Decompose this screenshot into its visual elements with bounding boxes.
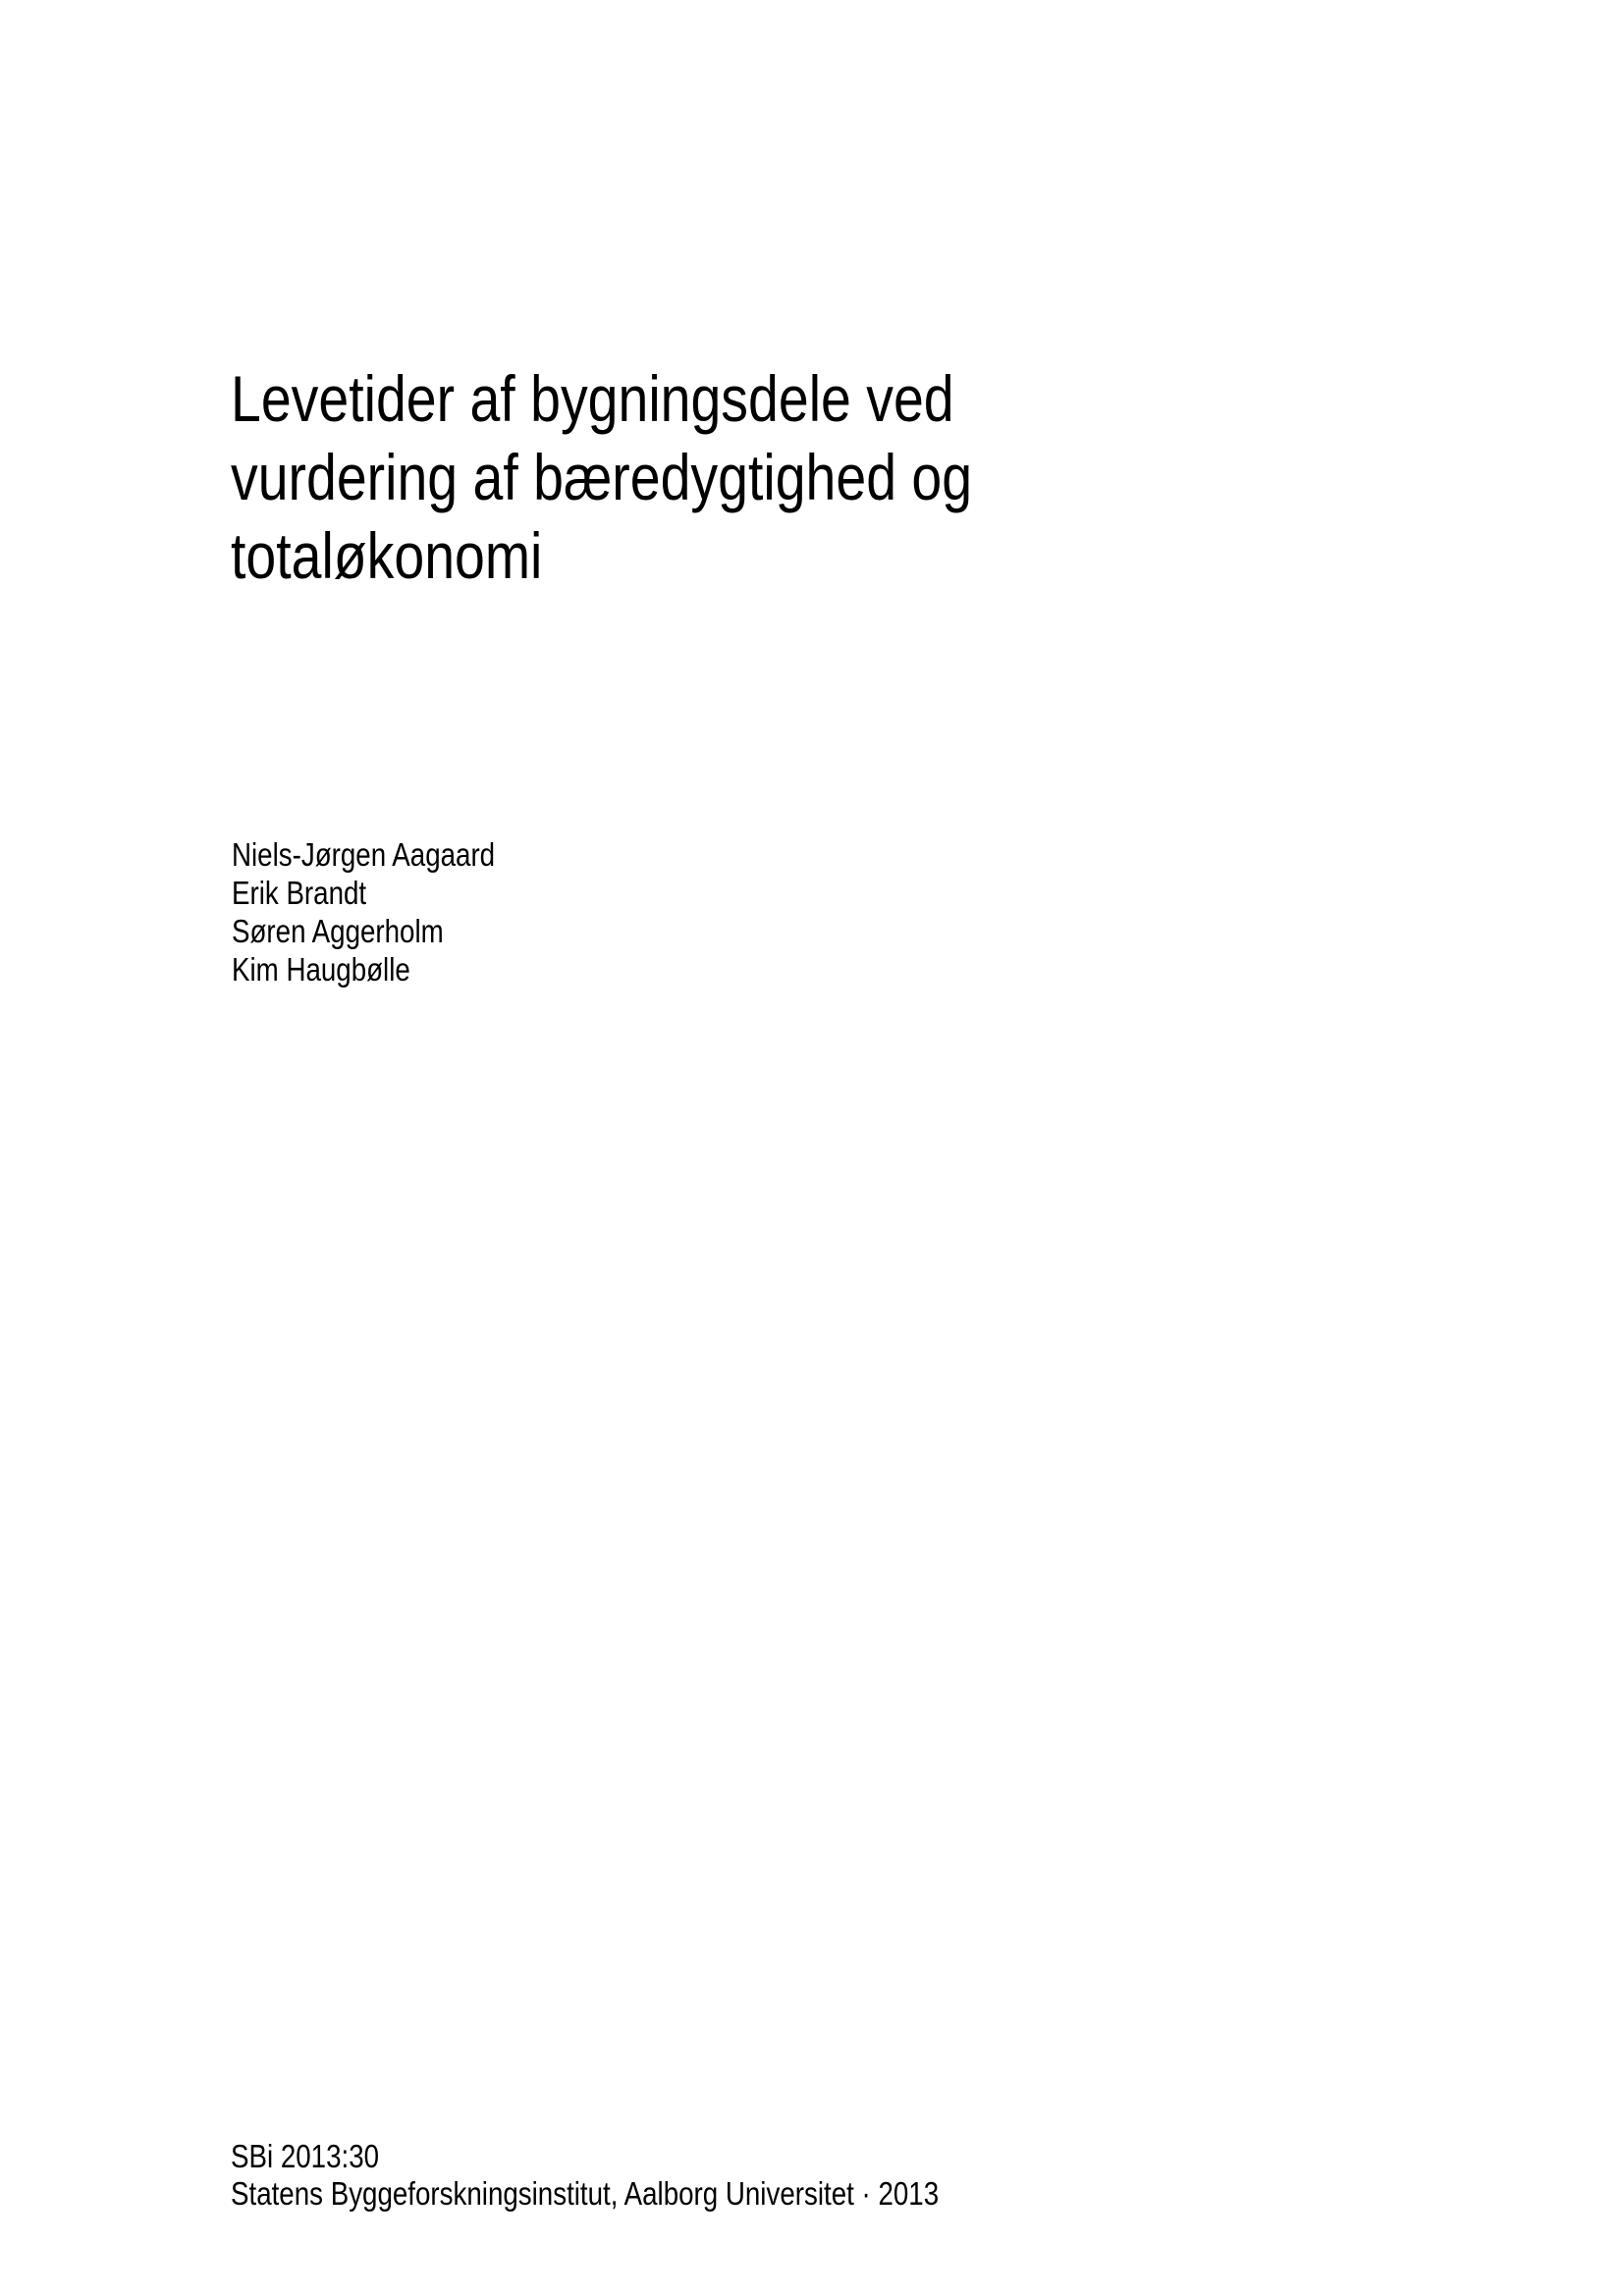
author-name: Niels-Jørgen Aagaard — [232, 836, 496, 873]
series-number: SBi 2013:30 — [231, 2138, 380, 2174]
publisher-line: Statens Byggeforskningsinstitut, Aalborg Universitet · 2013 — [231, 2175, 940, 2212]
publication-footer — [231, 2138, 939, 2213]
author-list — [232, 835, 495, 988]
report-title-line-2: vurdering af bæredygtighed og — [231, 441, 973, 513]
author-name: Erik Brandt — [232, 875, 367, 911]
author-name: Kim Haugbølle — [232, 951, 410, 988]
report-title-line-1: Levetider af bygningsdele ved — [231, 362, 954, 435]
author-name: Søren Aggerholm — [232, 913, 444, 949]
report-title-line-3: totaløkonomi — [231, 519, 543, 592]
report-title — [231, 359, 972, 595]
